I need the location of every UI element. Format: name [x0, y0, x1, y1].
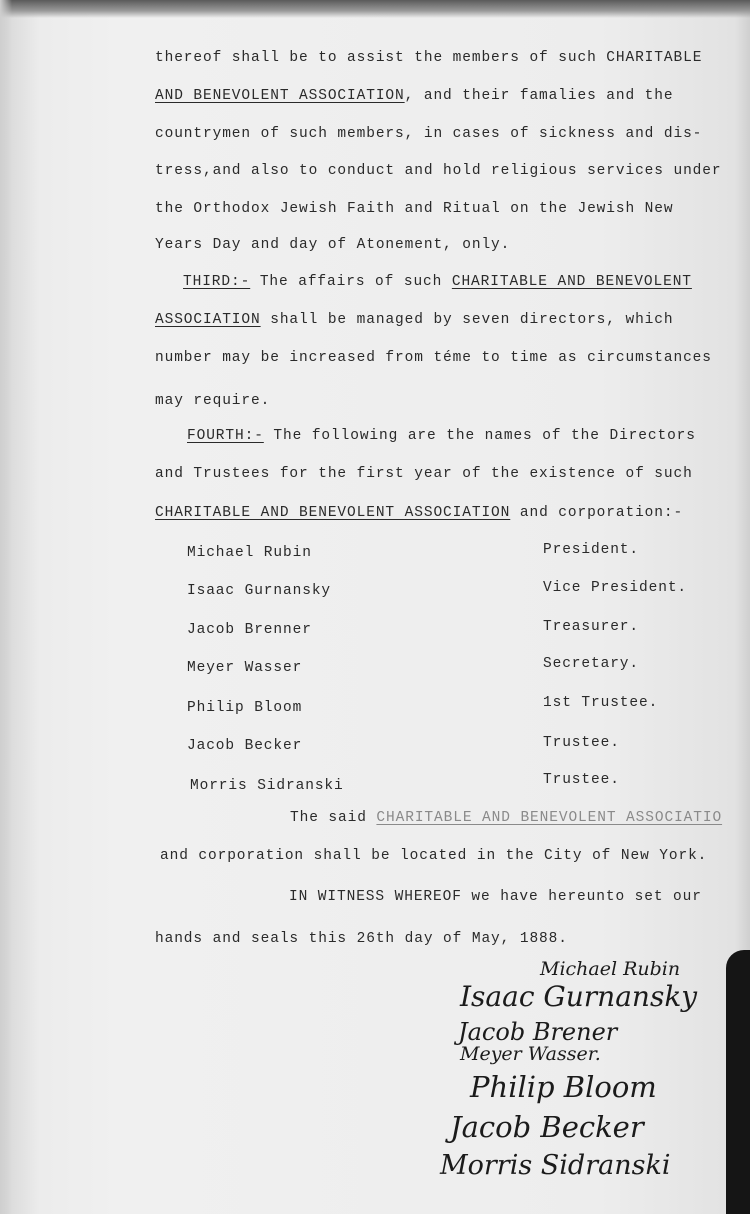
- officer-title: Vice President.: [543, 580, 688, 596]
- officer-title: Trustee.: [543, 735, 620, 751]
- officer-title: President.: [543, 542, 640, 558]
- text-line-1: thereof shall be to assist the members of such CHARITABLE: [155, 50, 703, 66]
- signature: Philip Bloom: [470, 1070, 657, 1104]
- text-line-8: ASSOCIATION shall be managed by seven directors, which: [155, 312, 674, 328]
- text-line-4: tress,and also to conduct and hold religious services under: [155, 163, 722, 179]
- text-line-12: and Trustees for the first year of the existence of such: [155, 466, 693, 482]
- signature: Jacob Becker: [450, 1110, 644, 1144]
- officer-name: Isaac Gurnansky: [187, 583, 332, 599]
- officer-name: Jacob Brenner: [187, 622, 312, 638]
- text-line-15: and corporation shall be located in the City of New York.: [160, 848, 708, 864]
- scan-right-shadow: [726, 950, 750, 1214]
- text-line-5: the Orthodox Jewish Faith and Ritual on the Jewish New: [155, 201, 674, 217]
- text-line-14: The said CHARITABLE AND BENEVOLENT ASSOCIATIO: [290, 810, 723, 826]
- text-line-6: Years Day and day of Atonement, only.: [155, 237, 511, 253]
- text-line-9: number may be increased from téme to time as circumstances: [155, 350, 712, 366]
- signature: Isaac Gurnansky: [460, 980, 698, 1013]
- signature: Jacob Brener: [458, 1018, 618, 1046]
- text-line-10: may require.: [155, 393, 271, 409]
- text-line-17: hands and seals this 26th day of May, 1888.: [155, 931, 568, 947]
- scan-top-edge: [0, 0, 750, 18]
- text-line-3: countrymen of such members, in cases of sickness and dis-: [155, 126, 703, 142]
- officer-title: Treasurer.: [543, 619, 640, 635]
- officer-name: Michael Rubin: [187, 545, 312, 561]
- signature: Michael Rubin: [540, 958, 681, 980]
- text-line-third: THIRD:- The affairs of such CHARITABLE AND BENEVOLENT: [183, 274, 692, 290]
- text-line-2: AND BENEVOLENT ASSOCIATION, and their famalies and the: [155, 88, 674, 104]
- signature: Morris Sidranski: [440, 1150, 671, 1181]
- text-line-16: IN WITNESS WHEREOF we have hereunto set our: [289, 889, 702, 905]
- officer-title: Secretary.: [543, 656, 640, 672]
- text-line-13: CHARITABLE AND BENEVOLENT ASSOCIATION and corporation:-: [155, 505, 684, 521]
- officer-name: Morris Sidranski: [190, 778, 344, 794]
- officer-title: Trustee.: [543, 772, 620, 788]
- officer-name: Philip Bloom: [187, 700, 303, 716]
- signature: Meyer Wasser.: [460, 1043, 601, 1065]
- scan-left-edge: [0, 0, 12, 1214]
- text-line-fourth: FOURTH:- The following are the names of the Directors: [187, 428, 696, 444]
- officer-name: Meyer Wasser: [187, 660, 303, 676]
- officer-title: 1st Trustee.: [543, 695, 659, 711]
- officer-name: Jacob Becker: [187, 738, 303, 754]
